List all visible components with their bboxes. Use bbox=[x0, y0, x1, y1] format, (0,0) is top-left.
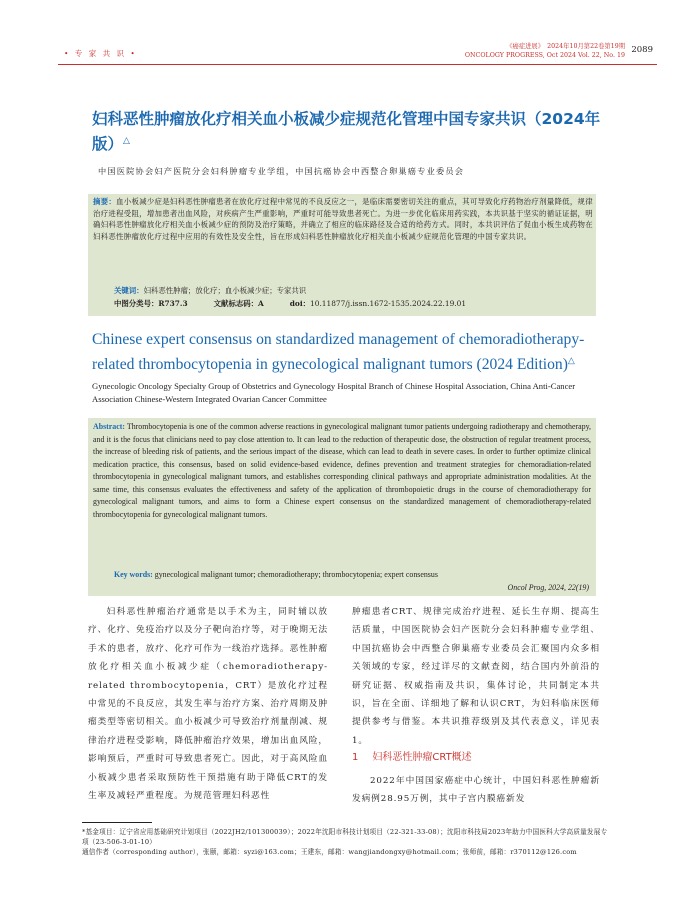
abstract-text-en: Thrombocytopenia is one of the common adverse reactions in gynecological malignant tumor patients undergoing radiotherapy and chemotherapy, and it is the focus that clinicians need to pay close attention to. It can lead to the reduction of therapeutic dose, the obstruction of regular treatment process, the increase of bleeding risk of patients, and the serious impact of the disease, which can lead to death in severe cases. In order to further optimize clinical medication practice, this consensus, based on solid evidence-based evidence, defines prevention and treatment strategies for chemoradiation-related thrombocytopenia in gynecological malignant tumors, and establishes corresponding clinical pathways and appropriate administration modalities. At the same time, this consensus evaluates the effectiveness and safety of the application of thrombopoietic drugs in the course of chemoradiotherapy for gynecological malignant tumors, and aims to form a Chinese expert consensus on the standardized management of chemoradiotherapy-related thrombocytopenia for gynecological malignant tumors. bbox=[93, 422, 591, 519]
footnotes bbox=[82, 827, 610, 857]
abstract-label-en: Abstract: bbox=[93, 422, 125, 431]
section-heading bbox=[352, 748, 472, 763]
abstract-text-cn: 血小板减少症是妇科恶性肿瘤患者在放化疗过程中常见的不良反应之一，是临床需要密切关注的重点，其可导致化疗药物治疗剂量降低，规律治疗进程受阻，增加患者出血风险，对疾病产生严重影响，严重时可能导致患者死亡。为进一步优化临床用药实践，本共识基于坚实的循证证据，明确妇科恶性肿瘤放化疗相关血小板减少症的预防及治疗策略，并确立了相应的临床路径及合适的给药方式。同时，本共识评估了促血小板生成药物在妇科恶性肿瘤放化疗过程中应用的有效性及安全性，旨在形成妇科恶性肿瘤放化疗相关血小板减少症规范化管理的中国专家共识。 bbox=[93, 197, 593, 241]
page-number: 2089 bbox=[631, 45, 653, 55]
abstract-label-cn: 摘要： bbox=[93, 197, 117, 206]
classification-line bbox=[114, 298, 466, 309]
running-header bbox=[465, 42, 653, 60]
section-title: 妇科恶性肿瘤CRT概述 bbox=[372, 752, 472, 763]
correspondence-note: 通信作者（corresponding author），张颐，邮箱：syzi@163.com；王建东，邮箱：wangjiandongxy@hotmail.com；张师前，邮箱：r370112@126.com bbox=[82, 848, 577, 856]
funding-note: *基金项目：辽宁省应用基础研究计划项目（2022JH2/101300039）；2022年沈阳市科技计划项目（22-321-33-08）；沈阳市科技局2023年助力中国医科大学高质量发展专项（23-506-3-01-10） bbox=[82, 828, 608, 846]
keywords-cn: 关键词：妇科恶性肿瘤；放化疗；血小板减少症；专家共识 bbox=[114, 286, 307, 295]
journal-en-line: ONCOLOGY PROGRESS, Oct 2024 Vol. 22, No. 19 bbox=[464, 52, 625, 59]
section-tag: • 专 家 共 识 • bbox=[64, 49, 137, 58]
body-left-column: 妇科恶性肿瘤治疗通常是以手术为主，同时辅以放疗、化疗、免疫治疗以及分子靶向治疗等，对于晚期无法手术的患者，放疗、化疗可作为一线治疗选择。恶性肿瘤放化疗相关血小板减少症（chemoradiotherapy-related thrombocytopenia，CRT）是放化疗过程中常见的不良反应，其发生率与治疗方案、治疗周期及肿瘤类型等密切相关。血小板减少可导致治疗剂量削减、规律治疗进程受影响，降低肿瘤治疗效果，增加出血风险，影响预后，严重时可导致患者死亡。因此，对于高风险血小板减少患者采取预防性干预措施有助于降低CRT的发生率及减轻严重程度。为规范管理妇科恶性 bbox=[88, 607, 328, 802]
clc-number: 中图分类号：R737.3 bbox=[114, 299, 188, 308]
chinese-title: 妇科恶性肿瘤放化疗相关血小板减少症规范化管理中国专家共识（2024年版）△ bbox=[92, 110, 601, 154]
document-code: 文献标志码：A bbox=[213, 299, 264, 308]
section-paragraph: 2022年中国国家癌症中心统计，中国妇科恶性肿瘤新发病例28.95万例，其中子宫内膜癌新发 bbox=[352, 776, 600, 805]
citation: Oncol Prog, 2024, 22(19) bbox=[507, 583, 589, 592]
title-mark: △ bbox=[123, 136, 130, 146]
english-abstract bbox=[93, 421, 591, 521]
english-title: Chinese expert consensus on standardized management of chemoradiotherapy-related thrombocytopenia in gynecological malignant tumors (2024 Edition)△ bbox=[92, 331, 585, 374]
body-right-column: 肿瘤患者CRT、规律完成治疗进程、延长生存期、提高生活质量，中国医院协会妇产医院分会妇科肿瘤专业学组、中国抗癌协会中西整合卵巢癌专业委员会汇聚国内众多相关领域的专家，经过详尽的文献查阅，结合国内外前沿的研究证据、权威指南及共识，集体讨论，共同制定本共识，旨在全面、详细地了解和认识CRT，为妇科临床医师提供参考与借鉴。本共识推荐级别及其代表意义，详见表1。 bbox=[352, 607, 600, 746]
section-number: 1 bbox=[352, 752, 359, 763]
chinese-authors: 中国医院协会妇产医院分会妇科肿瘤专业学组，中国抗癌协会中西整合卵巢癌专业委员会 bbox=[98, 166, 465, 176]
keywords-en: Key words: gynecological malignant tumor; chemoradiotherapy; thrombocytopenia; expert consensus bbox=[114, 570, 438, 579]
footnote-divider bbox=[82, 822, 152, 823]
journal-cn-line: 《癌症进展》 2024年10月第22卷第19期 bbox=[506, 43, 625, 50]
chinese-abstract bbox=[93, 196, 593, 242]
english-authors: Gynecologic Oncology Specialty Group of Obstetrics and Gynecology Hospital Branch of Chinese Hospital Association, China Anti-Cancer Association Chinese-Western Integrated Ovarian Cancer Committee bbox=[92, 381, 576, 404]
title-mark-en: △ bbox=[567, 355, 575, 365]
doi: doi：10.11877/j.issn.1672-1535.2024.22.19.01 bbox=[289, 299, 467, 308]
header-divider bbox=[58, 64, 657, 65]
